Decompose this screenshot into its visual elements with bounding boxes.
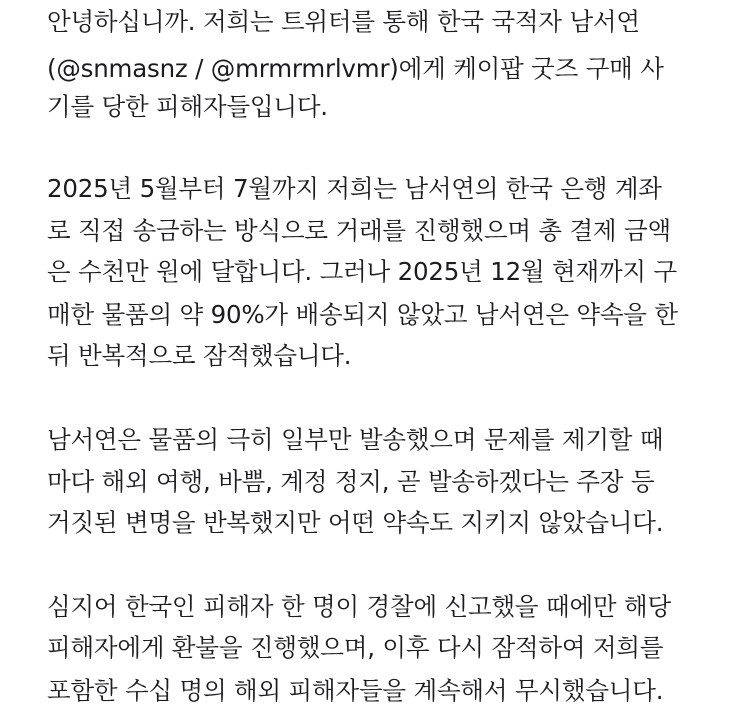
paragraph-2-line-4: 매한 물품의 약 90%가 배송되지 않았고 남서연은 약속을 한 xyxy=(47,300,678,329)
paragraph-2-line-5: 뒤 반복적으로 잠적했습니다. xyxy=(47,341,352,370)
paragraph-1-line-1: 안녕하십니까. 저희는 트위터를 통해 한국 국적자 남서연 xyxy=(47,7,640,36)
paragraph-3-line-1: 남서연은 물품의 극히 일부만 발송했으며 문제를 제기할 때 xyxy=(47,425,664,454)
paragraph-2-line-2: 로 직접 송금하는 방식으로 거래를 진행했으며 총 결제 금액 xyxy=(47,216,671,245)
paragraph-2-line-1: 2025년 5월부터 7월까지 저희는 남서연의 한국 은행 계좌 xyxy=(47,174,662,203)
paragraph-4-line-2: 피해자에게 환불을 진행했으며, 이후 다시 잠적하여 저희를 xyxy=(47,633,664,662)
paragraph-3-line-2: 마다 해외 여행, 바쁨, 계정 정지, 곧 발송하겠다는 주장 등 xyxy=(47,467,655,496)
paragraph-2-line-3: 은 수천만 원에 달합니다. 그러나 2025년 12월 현재까지 구 xyxy=(47,257,677,286)
paragraph-1-line-3: 기를 당한 피해자들입니다. xyxy=(47,92,328,121)
paragraph-3-line-3: 거짓된 변명을 반복했지만 어떤 약속도 지키지 않았습니다. xyxy=(47,508,664,537)
paragraph-4-line-1: 심지어 한국인 피해자 한 명이 경찰에 신고했을 때에만 해당 xyxy=(47,592,671,621)
paragraph-1-line-2: (@snmasnz / @mrmrmrlvmr)에게 케이팝 굿즈 구매 사 xyxy=(47,54,664,83)
paragraph-4-line-3: 포함한 수십 명의 해외 피해자들을 계속해서 무시했습니다. xyxy=(47,676,664,705)
